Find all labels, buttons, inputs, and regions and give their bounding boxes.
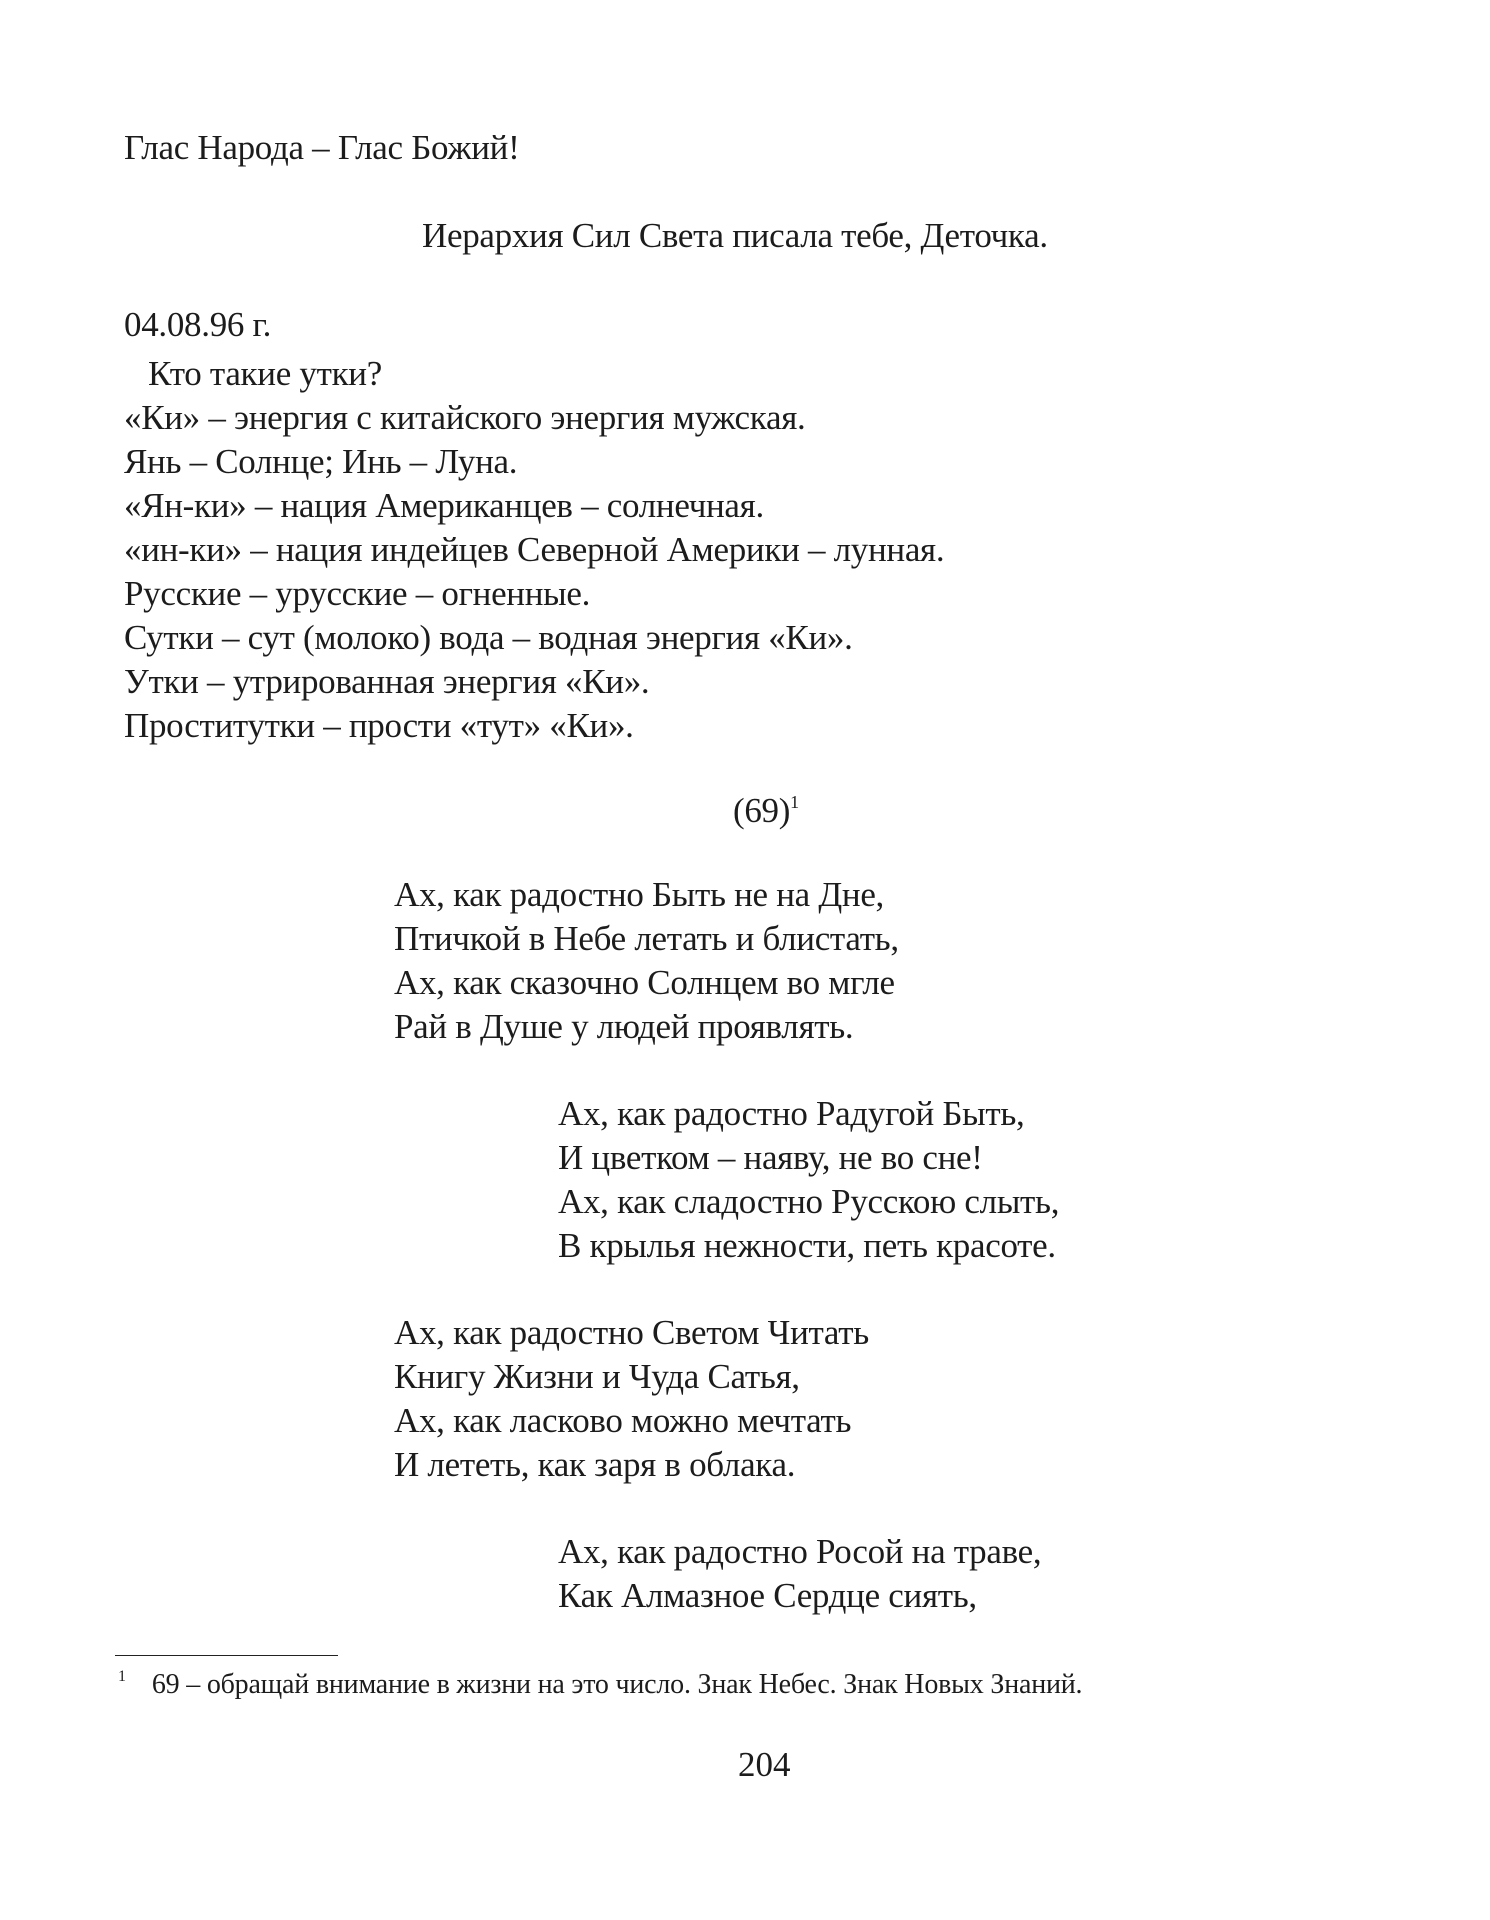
poem-stanza-3 — [394, 1311, 869, 1487]
poem-stanza-4 — [558, 1530, 1041, 1618]
body-text — [124, 352, 944, 748]
entry-date: 04.08.96 г. — [124, 305, 272, 344]
footnote — [118, 1668, 1082, 1706]
poem-line: Книгу Жизни и Чуда Сатья, — [394, 1357, 800, 1396]
poem-line: И лететь, как заря в облака. — [394, 1445, 796, 1484]
signature-line: Иерархия Сил Света писала тебе, Деточка. — [422, 216, 1048, 255]
poem-line: Как Алмазное Сердце сиять, — [558, 1576, 977, 1615]
body-line: «Ки» – энергия с китайского энергия мужская. — [124, 398, 806, 437]
body-line: Утки – утрированная энергия «Ки». — [124, 662, 650, 701]
body-line: «ин-ки» – нация индейцев Северной Америки – лунная. — [124, 530, 945, 569]
poem-line: Ах, как радостно Росой на траве, — [558, 1532, 1042, 1571]
poem-line: Ах, как радостно Радугой Быть, — [558, 1094, 1025, 1133]
body-line: Янь – Солнце; Инь – Луна. — [124, 442, 518, 481]
poem-line: В крылья нежности, петь красоте. — [558, 1226, 1056, 1265]
poem-stanza-1 — [394, 873, 899, 1049]
body-line: Кто такие утки? — [148, 354, 382, 393]
poem-number-text: (69) — [733, 791, 791, 830]
poem-stanza-2 — [558, 1092, 1059, 1268]
page-number: 204 — [738, 1745, 791, 1784]
poem-line: Ах, как радостно Светом Читать — [394, 1313, 869, 1352]
body-line: Сутки – сут (молоко) вода – водная энергия «Ки». — [124, 618, 853, 657]
footnote-mark: 1 — [118, 1668, 126, 1685]
body-line: «Ян-ки» – нация Американцев – солнечная. — [124, 486, 764, 525]
body-line: Проститутки – прости «тут» «Ки». — [124, 706, 634, 745]
poem-line: Птичкой в Небе летать и блистать, — [394, 919, 899, 958]
body-line: Русские – урусские – огненные. — [124, 574, 591, 613]
poem-line: Рай в Душе у людей проявлять. — [394, 1007, 854, 1046]
closing-line: Глас Народа – Глас Божий! — [124, 128, 520, 167]
poem-number — [733, 789, 799, 833]
footnote-text: 69 – обращай внимание в жизни на это число. Знак Небес. Знак Новых Знаний. — [151, 1669, 1083, 1700]
footnote-reference: 1 — [790, 792, 799, 812]
poem-line: И цветком – наяву, не во сне! — [558, 1138, 983, 1177]
poem-line: Ах, как ласково можно мечтать — [394, 1401, 852, 1440]
footnote-divider — [115, 1655, 338, 1656]
poem-line: Ах, как радостно Быть не на Дне, — [394, 875, 885, 914]
poem-line: Ах, как сказочно Солнцем во мгле — [394, 963, 895, 1002]
poem-line: Ах, как сладостно Русскою слыть, — [558, 1182, 1060, 1221]
